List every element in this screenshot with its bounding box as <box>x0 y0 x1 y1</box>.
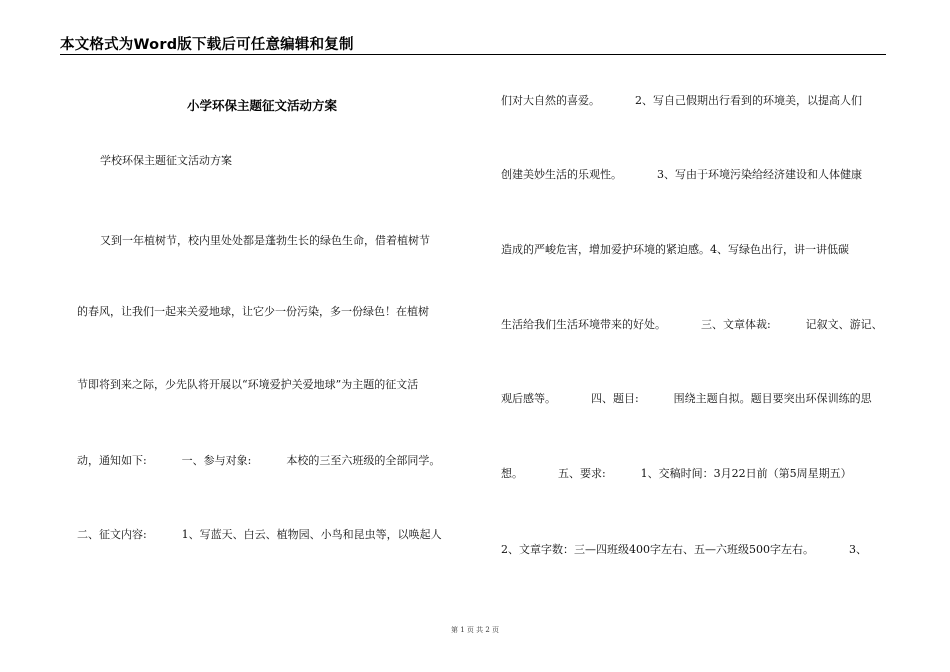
subtitle-line: 学校环保主题征文活动方案 <box>100 154 232 167</box>
document-title: 小学环保主题征文活动方案 <box>186 98 337 113</box>
body-line: 观后感等。 四、题目: 围绕主题自拟。题目要突出环保训练的思 <box>501 392 872 405</box>
body-line: 想。 五、要求: 1、交稿时间：3月22日前（第5周星期五） <box>501 467 852 480</box>
body-line: 节即将到来之际，少先队将开展以“环境爱护关爱地球”为主题的征文活 <box>77 378 419 391</box>
body-line: 动，通知如下: 一、参与对象: 本校的三至六班级的全部同学。 <box>77 454 441 467</box>
body-line: 们对大自然的喜爱。 2、写自己假期出行看到的环境美，以提高人们 <box>501 94 862 107</box>
page-footer: 第 1 页 共 2 页 <box>450 626 500 634</box>
body-line: 造成的严峻危害，增加爱护环境的紧迫感。4、写绿色出行，讲一讲低碳 <box>501 243 849 256</box>
body-line: 生活给我们生活环境带来的好处。 三、文章体裁: 记叙文、游记、 <box>501 318 883 331</box>
body-line: 又到一年植树节，校内里处处都是蓬勃生长的绿色生命，借着植树节 <box>100 234 430 247</box>
body-line: 2、文章字数：三—四班级400字左右、五—六班级500字左右。 3、 <box>501 543 867 556</box>
body-line: 创建美妙生活的乐观性。 3、写由于环境污染给经济建设和人体健康 <box>501 168 862 181</box>
document-header: 本文格式为Word版下载后可任意编辑和复制 <box>60 37 354 53</box>
header-rule <box>60 54 886 55</box>
body-line: 的春风，让我们一起来关爱地球，让它少一份污染，多一份绿色！在植树 <box>77 305 429 318</box>
body-line: 二、征文内容: 1、写蓝天、白云、植物园、小鸟和昆虫等，以唤起人 <box>77 528 442 541</box>
